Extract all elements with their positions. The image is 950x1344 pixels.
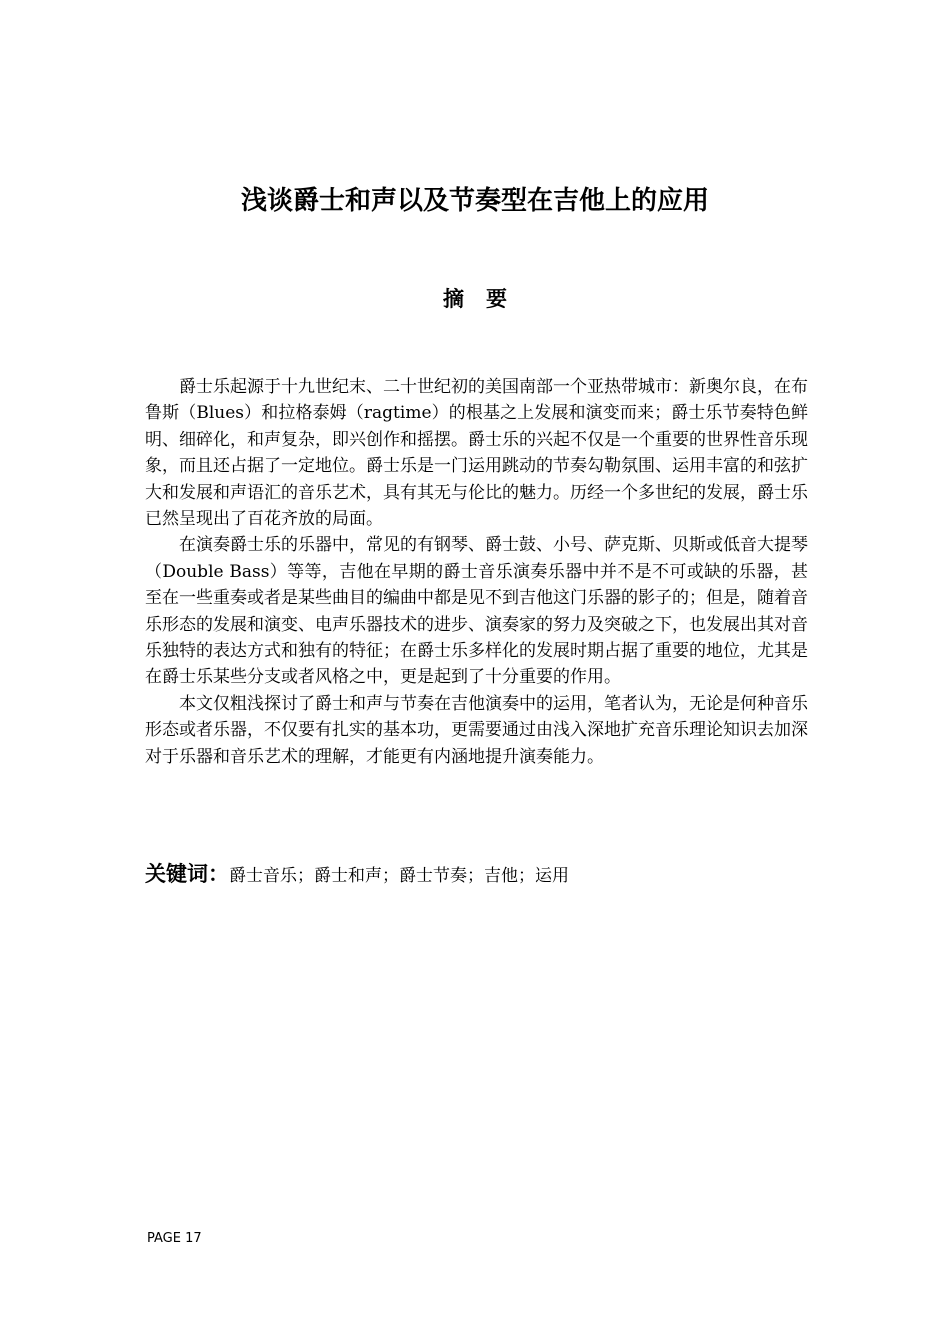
- abstract-paragraph-2: 在演奏爵士乐的乐器中，常见的有钢琴、爵士鼓、小号、萨克斯、贝斯或低音大提琴（Double Bass）等等，吉他在早期的爵士音乐演奏乐器中并不是不可或缺的乐器，甚至在一些重奏或者是某些曲目的编曲中都是见不到吉他这门乐器的影子的；但是，随着音乐形态的发展和演变、电声乐器技术的进步、演奏家的努力及突破之下，也发展出其对音乐独特的表达方式和独有的特征；在爵士乐多样化的发展时期占据了重要的地位，尤其是在爵士乐某些分支或者风格之中，更是起到了十分重要的作用。: [145, 535, 808, 688]
- abstract-heading: 摘要: [443, 287, 529, 311]
- abstract-paragraph-1: 爵士乐起源于十九世纪末、二十世纪初的美国南部一个亚热带城市：新奥尔良，在布鲁斯（Blues）和拉格泰姆（ragtime）的根基之上发展和演变而来；爵士乐节奏特色鲜明、细碎化，和声复杂，即兴创作和摇摆。爵士乐的兴起不仅是一个重要的世界性音乐现象，而且还占据了一定地位。爵士乐是一门运用跳动的节奏勾勒氛围、运用丰富的和弦扩大和发展和声语汇的音乐艺术，具有其无与伦比的魅力。历经一个多世纪的发展，爵士乐已然呈现出了百花齐放的局面。: [145, 377, 808, 530]
- keywords-label: 关键词：: [145, 862, 229, 886]
- abstract-body: [145, 374, 808, 770]
- page-number: PAGE 17: [147, 1231, 202, 1246]
- abstract-paragraph-3: 本文仅粗浅探讨了爵士和声与节奏在吉他演奏中的运用，笔者认为，无论是何种音乐形态或者乐器，不仅要有扎实的基本功，更需要通过由浅入深地扩充音乐理论知识去加深对于乐器和音乐艺术的理解，才能更有内涵地提升演奏能力。: [145, 693, 808, 767]
- document-title: 浅谈爵士和声以及节奏型在吉他上的应用: [240, 186, 709, 216]
- keywords-values: 爵士音乐；爵士和声；爵士节奏；吉他；运用: [229, 866, 569, 886]
- keywords-line: [145, 858, 808, 893]
